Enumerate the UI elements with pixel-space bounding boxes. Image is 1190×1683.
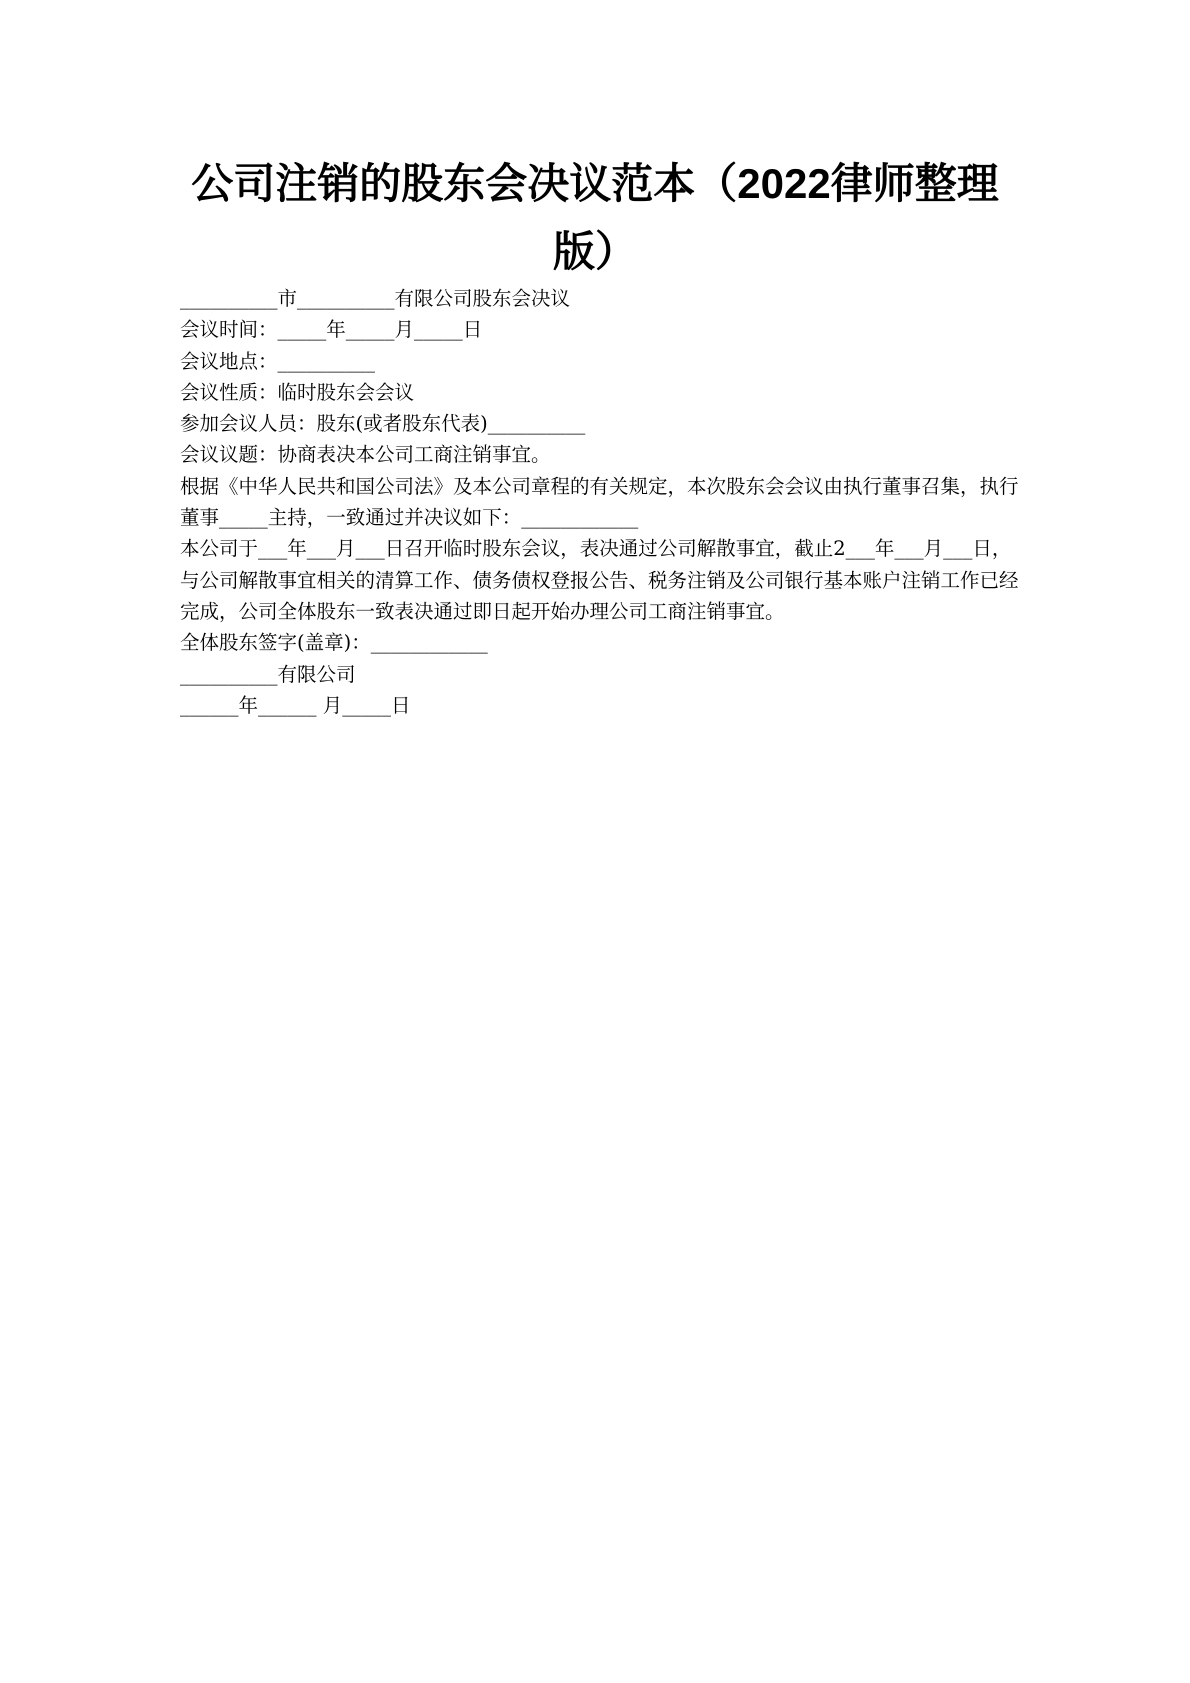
company-name-line: __________有限公司 xyxy=(180,662,356,686)
meeting-location: 会议地点：__________ xyxy=(180,349,376,373)
meeting-attendees: 参加会议人员：股东(或者股东代表)__________ xyxy=(180,412,586,436)
shareholder-signatures: 全体股东签字(盖章)：____________ xyxy=(180,631,488,655)
meeting-topic: 会议议题：协商表决本公司工商注销事宜。 xyxy=(180,443,551,467)
resolution-preamble: 根据《中华人民共和国公司法》及本公司章程的有关规定，本次股东会会议由执行董事召集，执行董事_____主持，一致通过并决议如下：____________ xyxy=(180,474,1019,530)
signature-date: ______年______ 月_____日 xyxy=(180,693,411,717)
document-body xyxy=(180,283,1020,721)
resolution-heading: __________市__________有限公司股东会决议 xyxy=(180,287,571,310)
meeting-nature: 会议性质：临时股东会会议 xyxy=(180,380,415,404)
resolution-content: 本公司于___年___月___日召开临时股东会议，表决通过公司解散事宜，截止2___年___月___日，与公司解散事宜相关的清算工作、债务债权登报公告、税务注销及公司银行基本账户注销工作已经完成，公司全体股东一致表决通过即日起开始办理公司工商注销事宜。 xyxy=(180,537,1019,623)
meeting-time: 会议时间：_____年_____月_____日 xyxy=(180,318,483,342)
document-title: 公司注销的股东会决议范本（2022律师整理版） xyxy=(191,160,999,275)
